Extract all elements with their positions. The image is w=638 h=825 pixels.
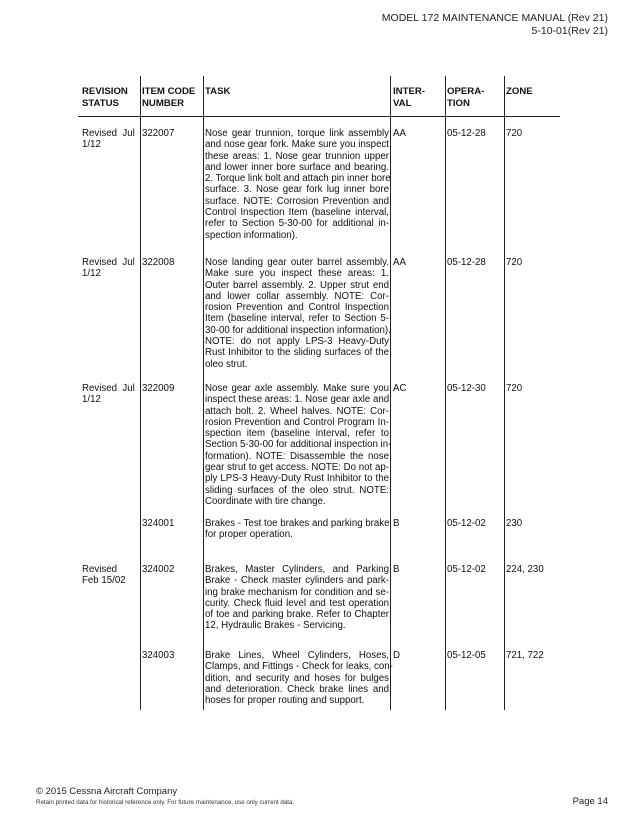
task-line: Brake Lines, Wheel Cylinders, Hoses, xyxy=(205,650,389,661)
task-line: Brakes, Master Cylinders, and Parking xyxy=(205,564,389,575)
task-line: ing brake mechanism for condition and se- xyxy=(205,586,389,598)
task-line: for proper operation. xyxy=(205,529,293,541)
header-line-2: NUMBER xyxy=(142,98,185,109)
interval-cell: AA xyxy=(393,257,406,268)
task-line: Control Inspection Item (baseline interval, xyxy=(205,207,389,219)
zone-cell: 721, 722 xyxy=(506,650,544,661)
task-line: Rust Inhibitor to the sliding surfaces of the xyxy=(205,347,389,359)
task-line: Clamps, and Fittings - Check for leaks, con- xyxy=(205,661,393,673)
revision-line: 1/12 xyxy=(82,394,101,406)
task-cell xyxy=(205,564,389,632)
task-line: Outer barrel assembly. 2. Upper strut end xyxy=(205,279,389,291)
task-line: ply LPS-3 Heavy-Duty Rust Inhibitor to the xyxy=(205,473,389,485)
task-line: rosion Prevention and Control Inspection xyxy=(205,302,389,314)
task-cell xyxy=(205,383,392,507)
operation-header xyxy=(447,86,501,110)
header-line-1: TASK xyxy=(205,86,231,97)
task-line: and deterioration. Check brake lines and xyxy=(205,683,389,695)
revision-status-cell xyxy=(82,257,138,280)
task-line: rosion Prevention and Control Program In- xyxy=(205,416,389,428)
revision-status-cell xyxy=(82,383,138,406)
task-line: curity. Check fluid level and test operation xyxy=(205,597,389,609)
operation-cell: 05-12-02 xyxy=(447,564,486,575)
task-cell xyxy=(205,128,389,241)
task-line: attach bolt. 2. Wheel halves. NOTE: Cor- xyxy=(205,405,389,417)
item-code-header xyxy=(142,86,200,110)
revision-line: Revised Jul xyxy=(82,383,135,394)
item-code-cell: 322007 xyxy=(142,128,175,139)
interval-cell: AA xyxy=(393,128,406,139)
revision-line: Revised Jul xyxy=(82,257,135,268)
interval-cell: B xyxy=(393,518,400,529)
revision-status-cell xyxy=(82,564,138,587)
section-date: 5-10-01(Rev 21) xyxy=(531,25,608,37)
interval-header xyxy=(393,86,443,110)
task-line: sliding surfaces of the oleo strut. NOTE: xyxy=(205,484,389,496)
task-line: spection item (baseline interval, refer to xyxy=(205,428,389,440)
task-line: oleo strut. xyxy=(205,358,248,370)
zone-cell: 230 xyxy=(506,518,523,529)
item-code-cell: 324003 xyxy=(142,650,175,661)
revision-line: 1/12 xyxy=(82,268,101,280)
task-line: surface. NOTE: Corrosion Prevention and xyxy=(205,195,389,207)
task-line: NOTE: do not apply LPS-3 Heavy-Duty xyxy=(205,336,389,348)
item-code-cell: 322009 xyxy=(142,383,175,394)
interval-cell: B xyxy=(393,564,400,575)
revision-line: Revised xyxy=(82,564,117,575)
operation-cell: 05-12-28 xyxy=(447,128,486,139)
zone-cell: 224, 230 xyxy=(506,564,544,575)
operation-cell: 05-12-28 xyxy=(447,257,486,268)
page-number: Page 14 xyxy=(572,796,608,807)
task-cell xyxy=(205,257,389,370)
task-line: spection information). xyxy=(205,229,298,241)
task-line: Nose gear axle assembly. Make sure you xyxy=(205,383,389,394)
copyright-text: © 2015 Cessna Aircraft Company xyxy=(36,786,178,797)
task-cell xyxy=(205,650,393,707)
task-line: formation). NOTE: Disassemble the nose xyxy=(205,450,389,462)
task-line: these areas: 1. Nose gear trunnion upper xyxy=(205,150,389,162)
task-line: Brake - Check master cylinders and park- xyxy=(205,575,389,587)
task-line: Nose landing gear outer barrel assembly. xyxy=(205,257,389,268)
header-line-1: REVISION xyxy=(82,86,128,97)
item-code-cell: 324002 xyxy=(142,564,175,575)
header-line-1: ITEM CODE xyxy=(142,86,196,97)
task-line: Nose gear trunnion, torque link assembly xyxy=(205,128,389,139)
operation-cell: 05-12-02 xyxy=(447,518,486,529)
task-line: hoses for proper routing and support. xyxy=(205,695,365,707)
zone-cell: 720 xyxy=(506,257,523,268)
task-line: and lower collar assembly. NOTE: Cor- xyxy=(205,290,389,302)
zone-cell: 720 xyxy=(506,383,523,394)
task-line: Make sure you inspect these areas: 1. xyxy=(205,268,389,280)
task-line: Item (baseline interval, refer to Section 5- xyxy=(205,313,389,325)
task-line: refer to Section 5-30-00 for additional in- xyxy=(205,218,389,230)
task-header xyxy=(205,86,389,98)
disclaimer-text: Retain printed data for historical reference only. For future maintenance, use only current data. xyxy=(36,799,295,806)
revision-line: Revised Jul xyxy=(82,128,135,139)
revision-line: Feb 15/02 xyxy=(82,575,126,587)
task-line: 30-00 for additional inspection information). xyxy=(205,324,391,336)
task-line: Section 5-30-00 for additional inspection in- xyxy=(205,439,392,451)
task-line: Brakes - Test toe brakes and parking brake xyxy=(205,518,390,529)
revision-status-header xyxy=(82,86,138,110)
interval-cell: D xyxy=(393,650,400,661)
task-line: dition, and security and hoses for bulges xyxy=(205,672,389,684)
task-line: gear strut to get access. NOTE: Do not ap- xyxy=(205,462,389,474)
task-cell xyxy=(205,518,389,541)
task-line: 12, Hydraulic Brakes - Servicing. xyxy=(205,620,346,632)
item-code-cell: 322008 xyxy=(142,257,175,268)
interval-cell: AC xyxy=(393,383,407,394)
header-line-1: OPERA- xyxy=(447,86,485,97)
revision-status-cell xyxy=(82,128,138,151)
task-line: Coordinate with tire change. xyxy=(205,495,326,507)
task-line: of toe and parking brake. Refer to Chapter xyxy=(205,609,389,621)
header-line-2: TION xyxy=(447,98,470,109)
header-line-2: STATUS xyxy=(82,98,119,109)
page-header xyxy=(382,12,608,38)
operation-cell: 05-12-05 xyxy=(447,650,486,661)
zone-header xyxy=(506,86,566,98)
task-line: and lower inner bore surface and bearing. xyxy=(205,161,389,173)
item-code-cell: 324001 xyxy=(142,518,175,529)
operation-cell: 05-12-30 xyxy=(447,383,486,394)
revision-line: 1/12 xyxy=(82,139,101,151)
manual-title: MODEL 172 MAINTENANCE MANUAL (Rev 21) xyxy=(381,12,608,24)
task-line: surface. 3. Nose gear fork lug inner bore xyxy=(205,184,389,196)
header-line-1: INTER- xyxy=(393,86,425,97)
header-line-2: VAL xyxy=(393,98,412,109)
task-line: and nose gear fork. Make sure you inspect xyxy=(205,139,389,151)
task-line: inspect these areas: 1. Nose gear axle and xyxy=(205,394,390,406)
header-line-1: ZONE xyxy=(506,86,533,97)
zone-cell: 720 xyxy=(506,128,523,139)
task-line: 2. Torque link bolt and attach pin inner bore xyxy=(205,173,391,185)
